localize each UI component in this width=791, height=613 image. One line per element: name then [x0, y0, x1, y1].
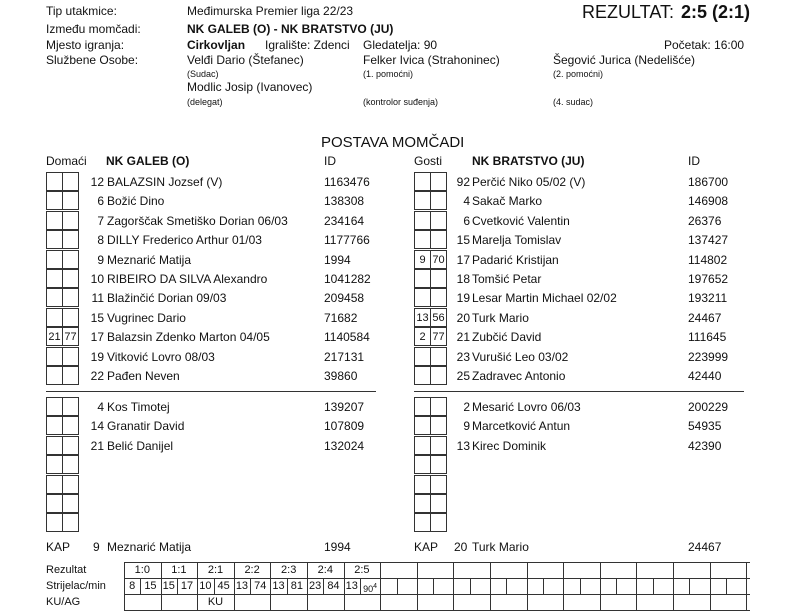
player-id: 1994	[324, 252, 351, 267]
sub-minute-box	[62, 211, 79, 230]
player-number: 23	[456, 349, 470, 364]
player-number: 8	[97, 233, 104, 248]
player-number: 4	[463, 194, 470, 209]
row-label-rezultat: Rezultat	[46, 564, 87, 576]
sub-minute-box	[414, 436, 431, 455]
player-number: 6	[463, 213, 470, 228]
home-kap-label: KAP	[46, 540, 71, 554]
sub-minute-box	[430, 455, 447, 474]
sub-minute-box	[414, 366, 431, 385]
player-number: 10	[90, 272, 104, 286]
sub-minute-box	[414, 455, 431, 474]
sub-minute-box	[430, 513, 447, 532]
away-kap-label: KAP	[414, 540, 439, 554]
goal-minute-value: 74	[254, 580, 267, 592]
player-name: Vurušić Leo 03/02	[472, 349, 569, 364]
player-name: Sakač Marko	[472, 194, 543, 209]
player-number: 14	[90, 419, 104, 434]
sub-minute-box	[46, 230, 63, 249]
scorer-number: 10	[199, 580, 212, 592]
sub-minute-box	[430, 230, 447, 249]
grid-line	[710, 562, 711, 610]
player-name: Granatir David	[107, 419, 185, 434]
goal-minute-value: 90	[363, 584, 374, 594]
player-name: Zagorščak Smetiško Dorian 06/03	[107, 213, 288, 228]
sub-minute: 56	[432, 311, 445, 324]
scorer-number: 13	[235, 580, 249, 592]
player-number: 11	[91, 291, 104, 306]
grid-line	[397, 578, 398, 594]
sub-minute-box	[414, 211, 431, 230]
sub-minute: 77	[64, 331, 77, 344]
sub-minute-box	[430, 347, 447, 366]
sub-minute-box	[46, 172, 63, 191]
player-id: 24467	[688, 310, 722, 325]
player-name: Cvetković Valentin	[472, 213, 570, 228]
sub-minute-box	[46, 269, 63, 288]
sub-minute-box	[414, 513, 431, 532]
sub-minute-box	[62, 416, 79, 435]
postava-title: POSTAVA MOMČADI	[321, 134, 465, 151]
role-pomocni-2: (2. pomoćni)	[553, 69, 604, 79]
sub-minute-box	[62, 230, 79, 249]
player-name: Tomšić Petar	[472, 272, 542, 286]
mjesto-value: Cirkovljan	[187, 38, 246, 52]
goal-minute-value: 45	[217, 580, 230, 592]
grid-line	[124, 562, 750, 563]
home-side-label: Domaći	[46, 154, 87, 168]
home-kap-name: Meznarić Matija	[107, 540, 192, 554]
ku-cell: KU	[207, 596, 224, 608]
away-kap-name: Turk Mario	[472, 540, 529, 554]
gledatelja: Gledatelja: 90	[363, 38, 438, 52]
igraliste: Igralište: Zdenci	[265, 38, 350, 52]
player-name: Zubčić David	[472, 330, 542, 345]
player-number: 21	[90, 438, 104, 453]
player-number: 13	[456, 438, 470, 453]
grid-line	[653, 578, 654, 594]
goal-minute-value: 84	[327, 580, 340, 592]
home-subs-divider	[46, 391, 376, 392]
sub-minute-box	[62, 347, 79, 366]
grid-line	[124, 578, 750, 579]
official-sudac: Velđi Dario (Štefanec)	[187, 53, 304, 67]
player-name: DILLY Frederico Arthur 01/03	[107, 233, 262, 248]
player-name: Meznarić Matija	[107, 252, 192, 267]
sub-minute-box	[414, 269, 431, 288]
sub-minute-box	[62, 191, 79, 210]
player-name: Vitković Lovro 08/03	[107, 349, 215, 364]
grid-line	[380, 562, 381, 610]
home-kap-number: 9	[93, 540, 100, 554]
rezultat-value: 2:5 (2:1)	[681, 2, 751, 22]
sub-minute-box	[430, 172, 447, 191]
player-id: 107809	[324, 419, 365, 434]
score-cell: 1:0	[134, 564, 150, 576]
official-pomocni-2: Šegović Jurica (Nedelišće)	[553, 53, 696, 67]
player-number: 7	[97, 213, 104, 228]
player-name: RIBEIRO DA SILVA Alexandro	[107, 272, 268, 286]
role-4-sudac: (4. sudac)	[553, 97, 594, 107]
score-cell: 2:4	[317, 564, 333, 576]
sub-minute-box	[46, 416, 63, 435]
player-id: 138308	[324, 194, 365, 209]
sub-minute-box	[46, 366, 63, 385]
sub-minute-box	[430, 191, 447, 210]
player-number: 20	[456, 310, 470, 325]
sub-player-number: 9	[419, 253, 426, 266]
player-name: Blažinčić Dorian 09/03	[107, 291, 227, 306]
sub-minute-box	[46, 475, 63, 494]
row-label-strijelac: Strijelac/min	[46, 580, 106, 592]
scorer-number: 15	[162, 580, 175, 592]
grid-line	[543, 578, 544, 594]
grid-line	[433, 578, 434, 594]
goal-minute-value: 17	[180, 580, 194, 592]
goal-extra-time: 4	[373, 583, 377, 590]
goal-minute	[360, 580, 380, 596]
home-team-name: NK GALEB (O)	[106, 154, 190, 168]
player-name: Belić Danijel	[107, 438, 174, 453]
sub-minute-box	[62, 288, 79, 307]
player-id: 186700	[688, 175, 729, 189]
sub-minute-box	[430, 288, 447, 307]
player-name: Perčić Niko 05/02 (V)	[472, 175, 586, 189]
sub-minute-box	[430, 366, 447, 385]
player-id: 54935	[688, 419, 722, 434]
row-label-ku-ag: KU/AG	[46, 596, 81, 608]
player-id: 42390	[688, 438, 722, 453]
player-name: Božić Dino	[107, 194, 165, 209]
player-id: 42440	[688, 369, 722, 383]
player-id: 200229	[688, 400, 729, 414]
grid-line	[746, 562, 747, 610]
sub-minute-box	[46, 191, 63, 210]
player-id: 26376	[688, 213, 722, 228]
player-number: 18	[456, 272, 470, 286]
grid-line	[673, 562, 674, 610]
player-number: 17	[90, 330, 104, 345]
sub-minute-box	[46, 288, 63, 307]
sub-minute-box	[62, 397, 79, 416]
sub-minute-box	[46, 308, 63, 327]
sub-minute-box	[46, 455, 63, 474]
player-id: 1177766	[324, 233, 370, 248]
match-teams: NK GALEB (O) - NK BRATSTVO (JU)	[187, 22, 394, 36]
goal-minute	[287, 580, 307, 593]
player-id: 71682	[324, 310, 358, 325]
tip-value: Međimurska Premier liga 22/23	[187, 4, 354, 18]
sub-minute-box	[46, 513, 63, 532]
pocetak: Početak: 16:00	[664, 38, 745, 52]
sub-minute-box	[414, 230, 431, 249]
sub-minute-box	[414, 191, 431, 210]
grid-line	[636, 562, 637, 610]
player-number: 92	[456, 175, 470, 189]
away-kap-id: 24467	[688, 540, 722, 554]
sub-player-number: 13	[416, 311, 429, 324]
grid-line	[506, 578, 507, 594]
player-number: 12	[90, 175, 104, 189]
sub-minute-box	[62, 475, 79, 494]
player-id: 1140584	[324, 330, 370, 345]
player-name: Marcetković Antun	[472, 419, 571, 434]
grid-line	[527, 562, 528, 610]
sub-minute-box	[430, 269, 447, 288]
sub-minute-box	[46, 347, 63, 366]
player-id: 209458	[324, 291, 365, 306]
role-sudac: (Sudac)	[187, 69, 219, 79]
grid-line	[124, 594, 750, 595]
sub-minute-box	[62, 513, 79, 532]
home-kap-id: 1994	[324, 540, 351, 554]
sub-minute-box	[414, 397, 431, 416]
player-number: 2	[463, 400, 470, 414]
player-number: 9	[97, 252, 104, 267]
grid-line	[616, 578, 617, 594]
player-name: Lesar Martin Michael 02/02	[472, 291, 617, 306]
sub-minute-box	[46, 211, 63, 230]
player-name: Padarić Kristijan	[472, 252, 559, 267]
grid-line	[124, 610, 750, 611]
scorer-number: 13	[272, 580, 285, 592]
player-id: 114802	[688, 252, 728, 267]
sub-minute-box	[62, 494, 79, 513]
goal-minute	[177, 580, 197, 593]
role-kontrolor: (kontrolor suđenja)	[363, 97, 439, 107]
sub-minute-box	[414, 494, 431, 513]
sub-minute-box	[62, 436, 79, 455]
player-name: Marelja Tomislav	[472, 233, 562, 248]
sub-minute-box	[430, 494, 447, 513]
goal-minute	[140, 580, 160, 593]
player-number: 19	[90, 349, 104, 364]
away-kap-number: 20	[454, 540, 468, 554]
player-id: 1041282	[324, 272, 371, 286]
player-name: Balazsin Zdenko Marton 04/05	[107, 330, 270, 345]
sub-minute-box	[414, 475, 431, 494]
sub-minute-box	[430, 397, 447, 416]
grid-line	[563, 562, 564, 610]
player-number: 6	[97, 194, 104, 209]
scorer-number: 13	[345, 580, 358, 592]
player-id: 132024	[324, 438, 365, 453]
player-number: 15	[90, 310, 104, 325]
player-number: 19	[456, 291, 470, 306]
player-name: Mesarić Lovro 06/03	[472, 400, 581, 414]
sub-minute-box	[46, 397, 63, 416]
sub-minute: 77	[432, 331, 445, 344]
player-number: 25	[456, 369, 470, 383]
sub-minute-box	[46, 250, 63, 269]
sub-minute-box	[62, 250, 79, 269]
goal-minute	[214, 580, 234, 593]
sub-minute-box	[62, 308, 79, 327]
sub-player-number: 21	[48, 331, 61, 344]
osobe-label: Službene Osobe:	[46, 53, 139, 67]
player-number: 17	[456, 252, 470, 267]
player-name: Vugrinec Dario	[107, 310, 186, 325]
role-delegat: (delegat)	[187, 97, 223, 107]
grid-line	[453, 562, 454, 610]
sub-minute-box	[414, 347, 431, 366]
official-pomocni-1: Felker Ivica (Strahoninec)	[363, 53, 500, 67]
sub-minute: 70	[432, 253, 445, 266]
goal-minute	[323, 580, 343, 593]
sub-minute-box	[46, 494, 63, 513]
sub-player-number: 2	[419, 331, 426, 344]
score-cell: 2:2	[244, 564, 260, 576]
grid-line	[580, 578, 581, 594]
grid-line	[470, 578, 471, 594]
score-cell: 2:1	[207, 564, 224, 576]
player-id: 234164	[324, 213, 365, 228]
sub-minute-box	[430, 436, 447, 455]
rezultat-label: REZULTAT:	[582, 2, 675, 22]
player-number: 22	[90, 369, 104, 383]
sub-minute-box	[414, 288, 431, 307]
away-side-label: Gosti	[414, 154, 443, 168]
player-name: Pađen Neven	[107, 369, 180, 383]
mjesto-label: Mjesto igranja:	[46, 38, 125, 52]
home-id-header: ID	[324, 154, 336, 168]
sub-minute-box	[62, 455, 79, 474]
player-id: 217131	[324, 349, 365, 364]
score-cell: 2:3	[281, 564, 297, 576]
role-pomocni-1: (1. pomoćni)	[363, 69, 414, 79]
player-name: Kos Timotej	[107, 400, 170, 414]
sub-minute-box	[62, 366, 79, 385]
score-cell: 1:1	[171, 564, 187, 576]
player-id: 39860	[324, 369, 358, 383]
player-name: Kirec Dominik	[472, 438, 547, 453]
player-id: 111645	[688, 330, 727, 345]
player-name: Zadravec Antonio	[472, 369, 566, 383]
grid-line	[726, 578, 727, 594]
player-number: 21	[456, 330, 470, 345]
sub-minute-box	[62, 269, 79, 288]
sub-minute-box	[430, 416, 447, 435]
player-number: 15	[456, 233, 470, 248]
official-delegat: Modlic Josip (Ivanovec)	[187, 80, 313, 94]
player-id: 137427	[688, 233, 729, 248]
sub-minute-box	[414, 172, 431, 191]
tip-label: Tip utakmice:	[46, 4, 117, 18]
score-cell: 2:5	[354, 564, 370, 576]
player-name: Turk Mario	[472, 310, 529, 325]
izmedju-label: Između momčadi:	[46, 22, 141, 36]
scorer-number: 23	[309, 580, 322, 592]
sub-minute-box	[430, 475, 447, 494]
sub-minute-box	[62, 172, 79, 191]
scorer-number: 8	[129, 580, 136, 592]
goal-minute-value: 81	[290, 580, 303, 592]
player-id: 139207	[324, 400, 365, 414]
player-number: 4	[97, 400, 104, 414]
grid-line	[490, 562, 491, 610]
player-id: 193211	[688, 291, 728, 306]
goal-minute-value: 15	[144, 580, 157, 592]
sub-minute-box	[46, 436, 63, 455]
sub-minute-box	[414, 416, 431, 435]
grid-line	[417, 562, 418, 610]
sub-minute-box	[430, 211, 447, 230]
player-id: 197652	[688, 272, 729, 286]
grid-line	[600, 562, 601, 610]
player-id: 223999	[688, 349, 729, 364]
away-subs-divider	[414, 391, 744, 392]
player-id: 146908	[688, 194, 729, 209]
away-id-header: ID	[688, 154, 700, 168]
player-id: 1163476	[324, 175, 370, 189]
player-name: BALAZSIN Jozsef (V)	[107, 175, 223, 189]
goal-minute	[250, 580, 270, 593]
player-number: 9	[463, 419, 470, 434]
grid-line	[689, 578, 690, 594]
away-team-name: NK BRATSTVO (JU)	[472, 154, 585, 168]
